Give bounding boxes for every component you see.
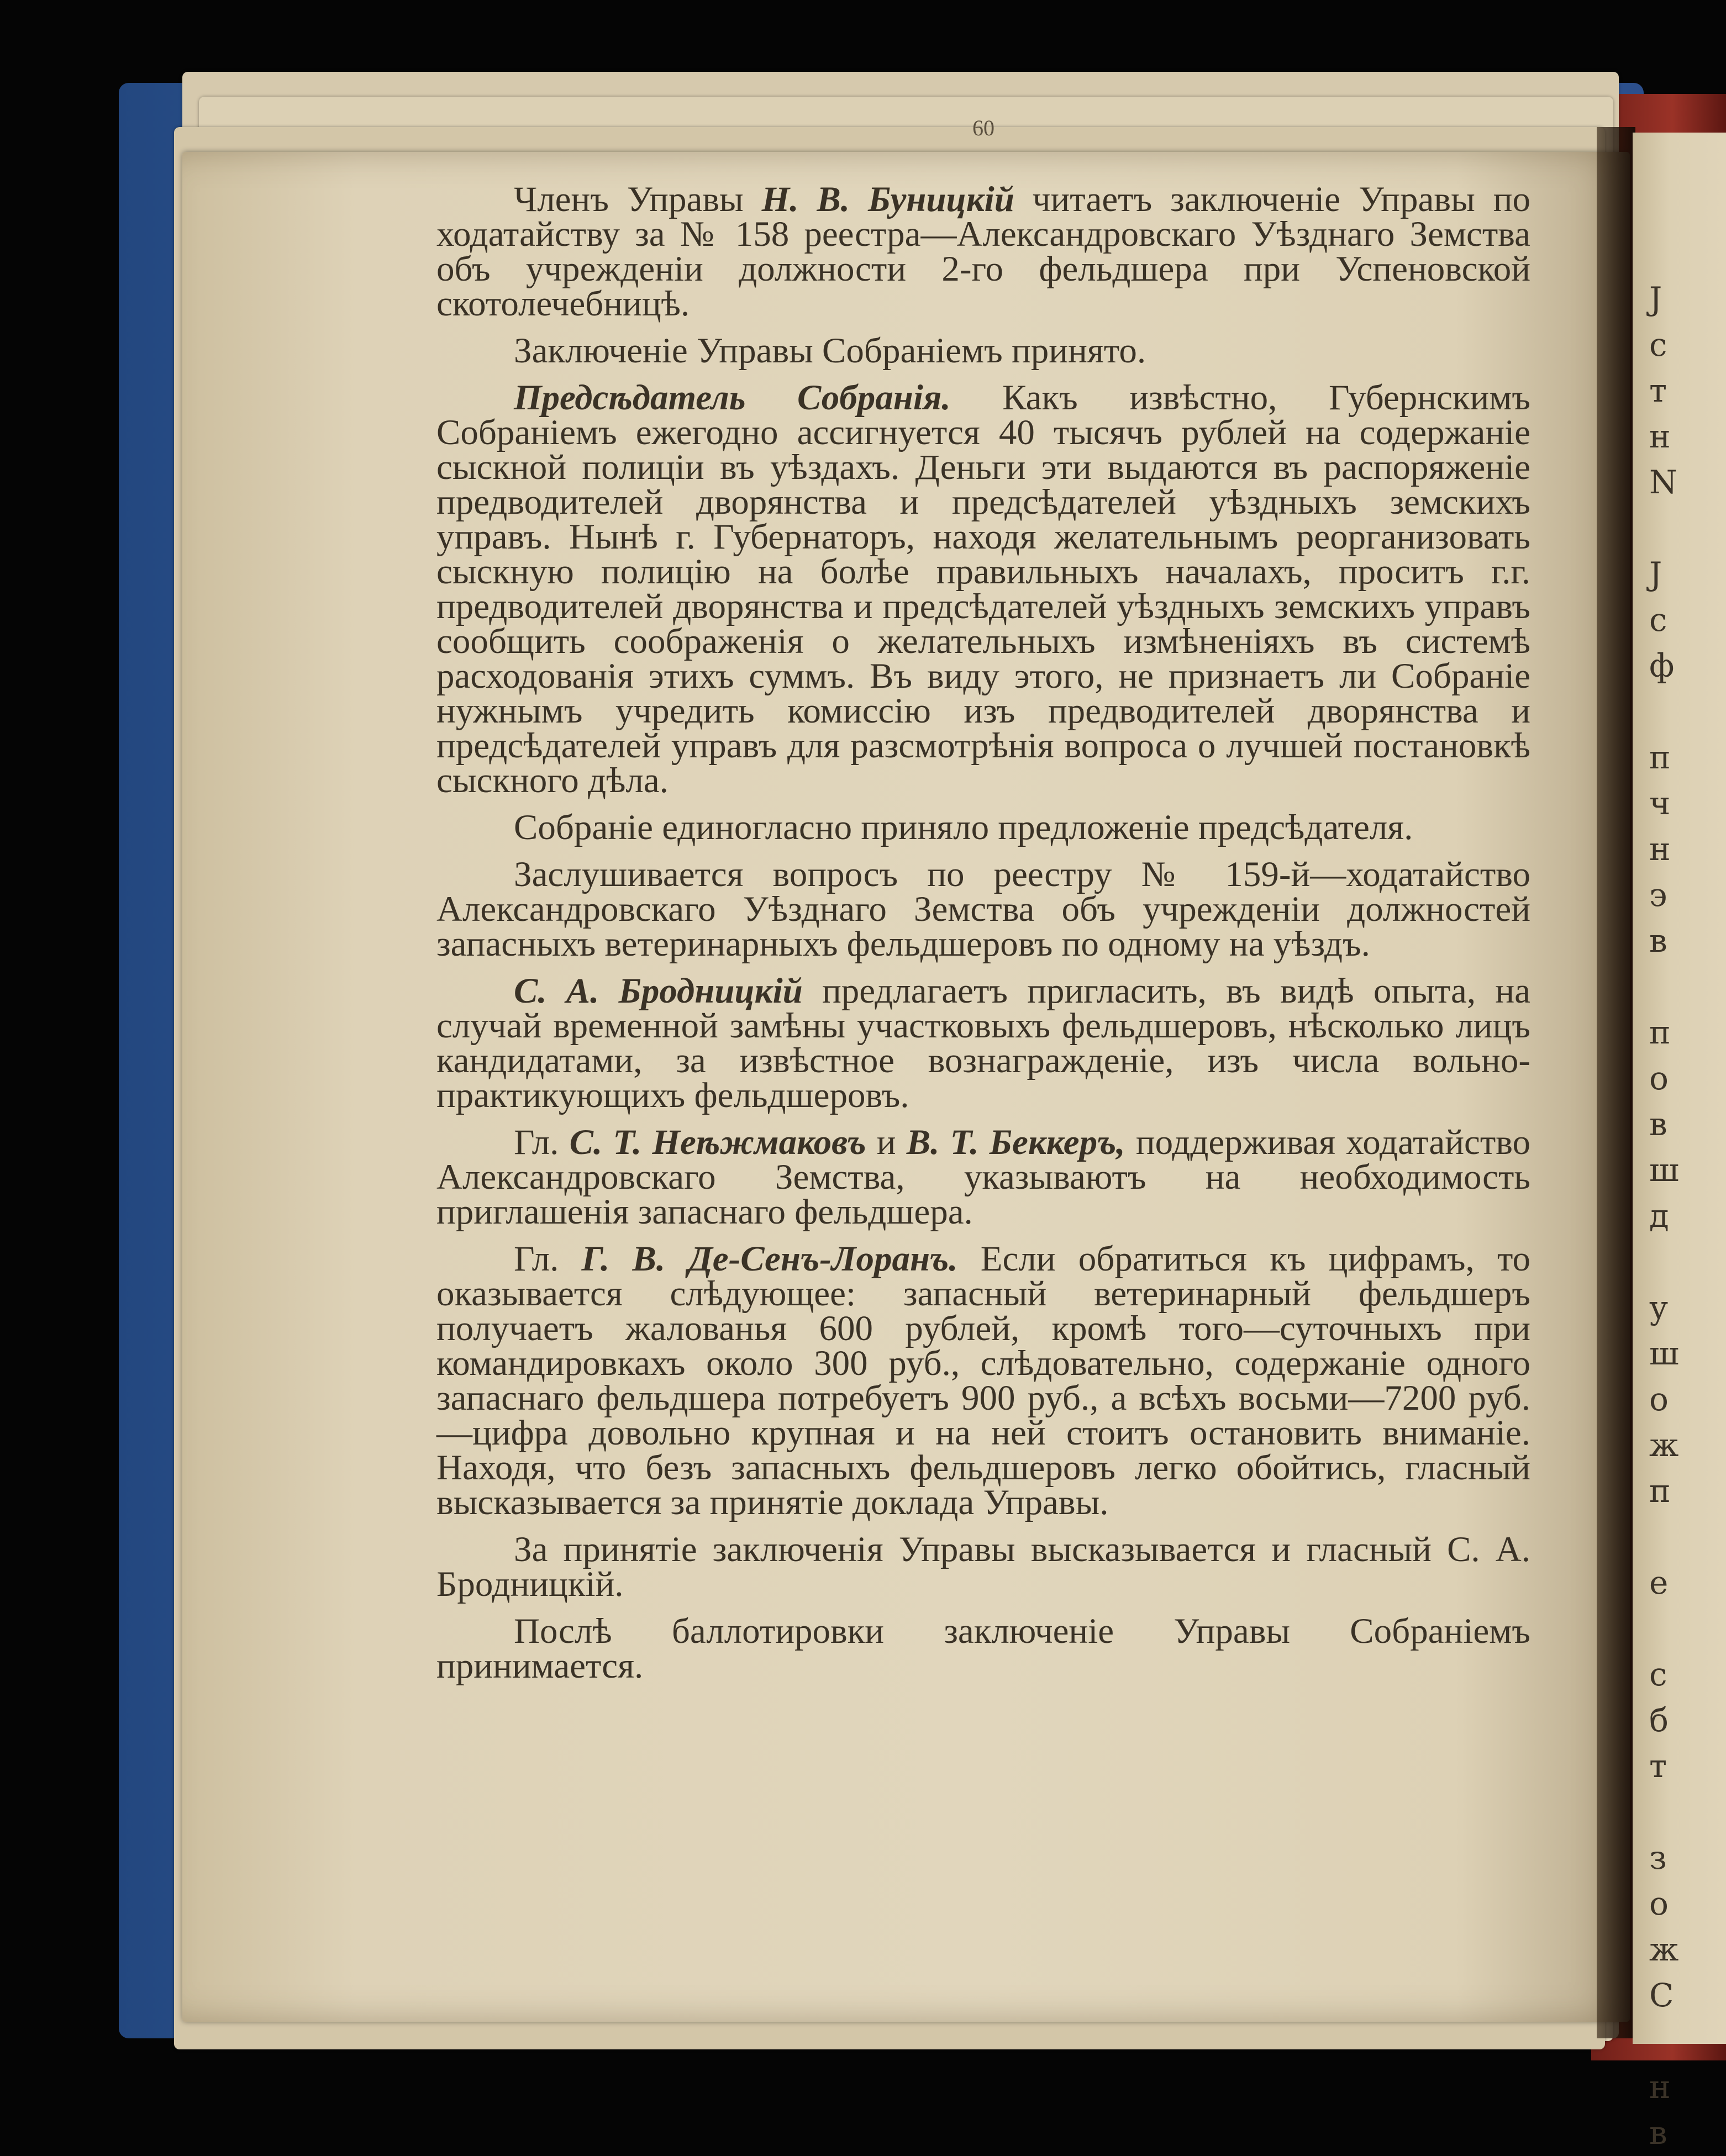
facing-page-line: п [1649, 739, 1671, 776]
facing-page-text [1649, 276, 1726, 2156]
facing-page-line: N [1649, 463, 1677, 501]
text-run: Собраніе единогласно приняло предложеніе предсѣдателя. [514, 808, 1413, 847]
facing-page-line: н [1649, 418, 1671, 455]
paragraph [436, 857, 1530, 962]
text-run: Послѣ баллотировки заключеніе Управы Собраніемъ принимается. [436, 1611, 1530, 1686]
facing-page-line: н [1649, 830, 1671, 868]
text-run: предлагаетъ пригласить, въ видѣ опыта, на случай временной замѣны участковыхъ фельдшеровъ, нѣсколько лицъ кандидатами, за извѣстное вознагражденіе, изъ числа вольно-практикующихъ фельдшеровъ. [436, 971, 1530, 1115]
facing-page-line: ж [1649, 1931, 1679, 1968]
facing-page-line: д [1649, 1197, 1669, 1235]
facing-page-line [1649, 1789, 1726, 1835]
speaker-name: С. А. Бродницкій [514, 971, 803, 1011]
facing-page-line: ш [1649, 1151, 1679, 1189]
facing-page-line [1649, 964, 1726, 1010]
facing-page-line: С [1649, 1976, 1674, 2014]
facing-page-line: т [1649, 1747, 1667, 1785]
facing-page-line: с [1649, 1656, 1667, 1693]
facing-page-line: в [1649, 2114, 1667, 2152]
paragraph [436, 810, 1530, 845]
paragraph [436, 180, 1531, 324]
facing-page-line: ф [1649, 647, 1675, 684]
text-run: Гл. [514, 1239, 582, 1279]
facing-page-line [1649, 505, 1726, 551]
speaker-name: Г. В. Де-Сенъ-Лоранъ. [581, 1239, 958, 1279]
speaker-name: В. Т. Беккеръ, [906, 1122, 1125, 1162]
text-run: и [866, 1122, 907, 1162]
facing-page-line: в [1649, 922, 1667, 960]
page-number: 60 [972, 115, 994, 140]
text-run: Гл. [514, 1122, 570, 1162]
speaker-name: Предсѣдатель Собранія. [514, 378, 951, 418]
facing-page-line: ж [1649, 1426, 1679, 1464]
facing-page-line: э [1649, 876, 1667, 914]
facing-page-line [1649, 2018, 1726, 2064]
facing-page-line [1649, 1239, 1726, 1285]
facing-page-line: п [1649, 1014, 1671, 1051]
facing-page-line: о [1649, 1380, 1669, 1418]
book-gutter [1597, 127, 1635, 2038]
facing-page-line: ш [1649, 1335, 1679, 1372]
paragraph [436, 1122, 1530, 1232]
facing-page-line: н [1649, 2068, 1671, 2106]
facing-page-line: о [1649, 1885, 1669, 1922]
text-run: Какъ извѣстно, Губернскимъ Собраніемъ ежегодно ассигнуется 40 тысячъ рублей на содержаніе сыскной полиціи въ уѣздахъ. Деньги эти выдаются въ распоряженіе предводителей дворянства и предсѣдателей уѣздныхъ земскихъ управъ. Нынѣ г. Губернаторъ, находя желательнымъ реорганизовать сыскную полицію на болѣе правильныхъ началахъ, проситъ г.г. предводителей дворянства и предсѣдателей уѣздныхъ земскихъ управъ сообщить соображенія о желательныхъ измѣненіяхъ въ системѣ расходованія этихъ суммъ. Въ виду этого, не признаетъ ли Собраніе нужнымъ учредить комиссію изъ предводителей дворянства и предсѣдателей управъ для разсмотрѣнія вопроса о лучшей постановкѣ сыскного дѣла. [436, 378, 1530, 800]
text-run: Заслушивается вопросъ по реестру № 159-й—ходатайство Александровскаго Уѣзднаго Земства объ учрежденіи должностей запасныхъ ветеринарныхъ фельдшеровъ по одному на уѣздъ. [436, 855, 1530, 964]
text-run: читаетъ заключеніе Управы по ходатайству за № 158 реестра—Александровскаго Уѣзднаго Земства объ учрежденіи должности 2-го фельдшера при Успеновской скотолечебницѣ. [436, 180, 1531, 324]
facing-page-line [1649, 1514, 1726, 1560]
text-run: Если обратиться къ цифрамъ, то оказывается слѣдующее: запасный ветеринарный фельдшеръ получаетъ жалованья 600 рублей, кромѣ того—суточныхъ при командировкахъ около 300 руб., слѣдовательно, содержаніе одного запаснаго фельдшера потребуетъ 900 руб., а всѣхъ восьми—7200 руб.—цифра довольно крупная и на ней стоитъ остановить вниманіе. Находя, что безъ запасныхъ фельдшеровъ легко обойтись, гласный высказывается за принятіе доклада Управы. [436, 1239, 1530, 1522]
paragraph [436, 331, 1530, 371]
text-run: Членъ Управы [514, 180, 762, 219]
facing-page-line [1649, 689, 1726, 735]
speaker-name: С. Т. Неѣжмаковъ [569, 1122, 866, 1162]
paragraph [436, 971, 1530, 1115]
facing-page-line: Ј [1649, 555, 1662, 593]
paragraph [436, 378, 1530, 800]
facing-page-line: с [1649, 601, 1667, 639]
facing-page-line: б [1649, 1701, 1669, 1739]
paragraph [436, 1611, 1530, 1686]
facing-page-line: о [1649, 1059, 1669, 1097]
facing-page-line: в [1649, 1105, 1667, 1143]
facing-page-line: з [1649, 1839, 1667, 1876]
facing-page-line: у [1649, 1289, 1669, 1326]
facing-page-line: т [1649, 372, 1667, 409]
text-run: За принятіе заключенія Управы высказывается и гласный С. А. Бродницкій. [436, 1530, 1530, 1604]
speaker-name: Н. В. Буницкій [761, 180, 1014, 219]
facing-page-line: с [1649, 326, 1667, 363]
facing-page-line: Ј [1649, 280, 1662, 318]
paragraph [436, 1239, 1530, 1522]
text-run: Заключеніе Управы Собраніемъ принято. [514, 331, 1146, 371]
text-run: поддерживая ходатайство Александровскаго Земства, указываютъ на необходимость приглашенія запаснаго фельдшера. [436, 1122, 1530, 1232]
paragraph [436, 1532, 1530, 1602]
facing-page-line: е [1649, 1564, 1669, 1601]
page-text-block [436, 182, 1530, 1684]
facing-page-line: п [1649, 1472, 1671, 1510]
facing-page-line [1649, 1606, 1726, 1652]
facing-page-line: ч [1649, 784, 1671, 822]
